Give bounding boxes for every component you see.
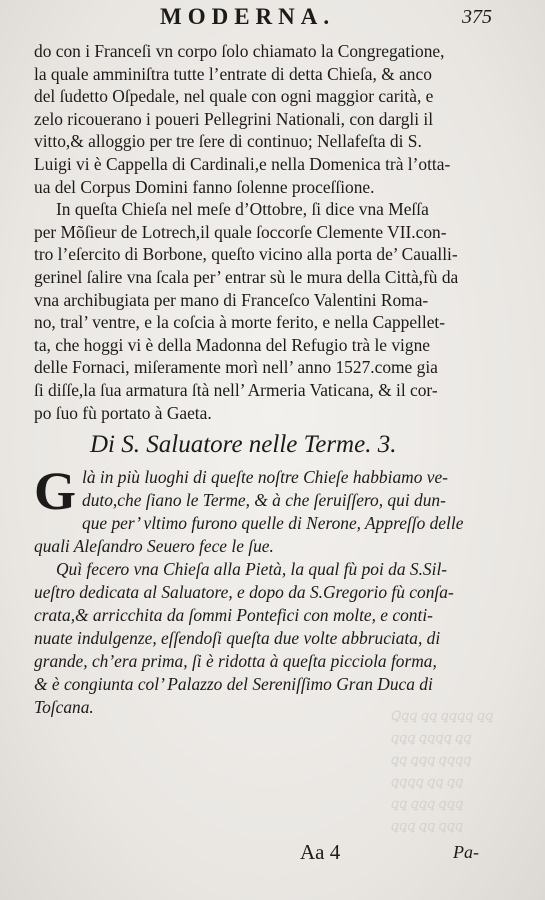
section-heading: Di S. Saluatore nelle Terme. 3. (90, 431, 397, 458)
text-line: Luigi vi è Cappella di Cardinali,e nella Domenica trà l’otta- (34, 153, 451, 174)
body-text-section-1 (34, 40, 520, 424)
text-line: là in più luoghi di queſte noſtre Chieſe habbiamo ve- (82, 467, 448, 487)
text-line: per Mõſieur de Lotrech,il quale ſoccorſe Clemente VII.con- (34, 221, 447, 242)
text-line: vna archibugiata per mano di Franceſco Valentini Roma- (34, 289, 429, 310)
drop-cap: G (34, 461, 77, 521)
show-through-text: Ꝗꝗꝗ ꝗꝗ ꝗꝗꝗꝗ ꝗꝗ ꝗꝗꝗ ꝗꝗꝗꝗ ꝗꝗ ꝗꝗ ꝗꝗꝗ ꝗꝗꝗꝗ ꝗꝗꝗꝗ ꝗꝗ ꝗꝗ ꝗꝗ ꝗꝗꝗ ꝗꝗꝗ ꝗꝗꝗ ꝗꝗ ꝗꝗꝗ (390, 708, 493, 833)
text-line: que per’ vltimo furono quelle di Nerone, Appreſſo delle (82, 513, 464, 533)
paragraph (34, 558, 520, 719)
running-title: MODERNA. (160, 4, 336, 29)
text-line: po ſuo fù portato à Gaeta. (34, 402, 212, 423)
paragraph (34, 198, 520, 424)
text-line: delle Fornaci, miſeramente morì nell’ anno 1527.come gia (34, 357, 438, 378)
text-line: vitto,& alloggio per tre ſere di continuo; Nellafeſta di S. (34, 131, 422, 152)
text-line: duto,che ſiano le Terme, & à che ſeruiſſero, qui dun- (82, 490, 446, 510)
text-line: ua del Corpus Domini fanno ſolenne proceſſione. (34, 176, 375, 197)
text-line: quali Aleſandro Seuero fece le ſue. (34, 536, 274, 556)
text-line: no, tral’ ventre, e la coſcia à morte ferito, e nella Cappellet- (34, 312, 446, 333)
catchword: Pa- (453, 842, 479, 862)
text-line: ta, che hoggi vi è della Madonna del Refugio trà le vigne (34, 334, 430, 355)
text-line: & è congiunta col’ Palazzo del Sereniſſimo Gran Duca di (34, 674, 433, 694)
text-line: gerinel ſalire vna ſcala per’ entrar sù le mura della Città,fù da (34, 266, 459, 287)
body-text-section-2 (34, 461, 520, 719)
text-line: crata,& arricchita da ſommi Pontefici con molte, e conti- (34, 605, 433, 625)
text-line: Quì fecero vna Chieſa alla Pietà, la qual fù poi da S.Sil- (56, 559, 448, 579)
text-line: In queſta Chieſa nel meſe d’Ottobre, ſi dice vna Meſſa (56, 199, 429, 220)
page-number: 375 (462, 6, 492, 28)
text-line: del ſudetto Oſpedale, nel quale con ogni maggior carità, e (34, 86, 434, 107)
text-line: la quale amminiſtra tutte l’entrate di detta Chieſa, & anco (34, 63, 432, 84)
text-line: ſi diſſe,la ſua armatura ſtà nell’ Armeria Vaticana, & il cor- (34, 379, 438, 400)
paragraph (34, 461, 520, 558)
text-line: do con i Franceſi vn corpo ſolo chiamato la Congregatione, (34, 41, 445, 61)
paragraph (34, 40, 520, 198)
text-line: grande, ch’era prima, ſi è ridotta à queſta picciola forma, (34, 651, 437, 671)
text-line: ueſtro dedicata al Saluatore, e dopo da S.Gregorio fù conſa- (34, 582, 454, 602)
page-header (0, 4, 545, 34)
text-line: zelo ricouerano i poueri Pellegrini Nationali, con dargli il (34, 108, 434, 129)
text-line: nuate indulgenze, eſſendoſi queſta due volte abbruciata, di (34, 628, 441, 648)
text-line: tro l’eſercito di Borbone, queſto vicino alla porta de’ Caualli- (34, 244, 458, 265)
signature-mark: Aa 4 (300, 840, 341, 864)
text-line: Toſcana. (34, 697, 94, 717)
